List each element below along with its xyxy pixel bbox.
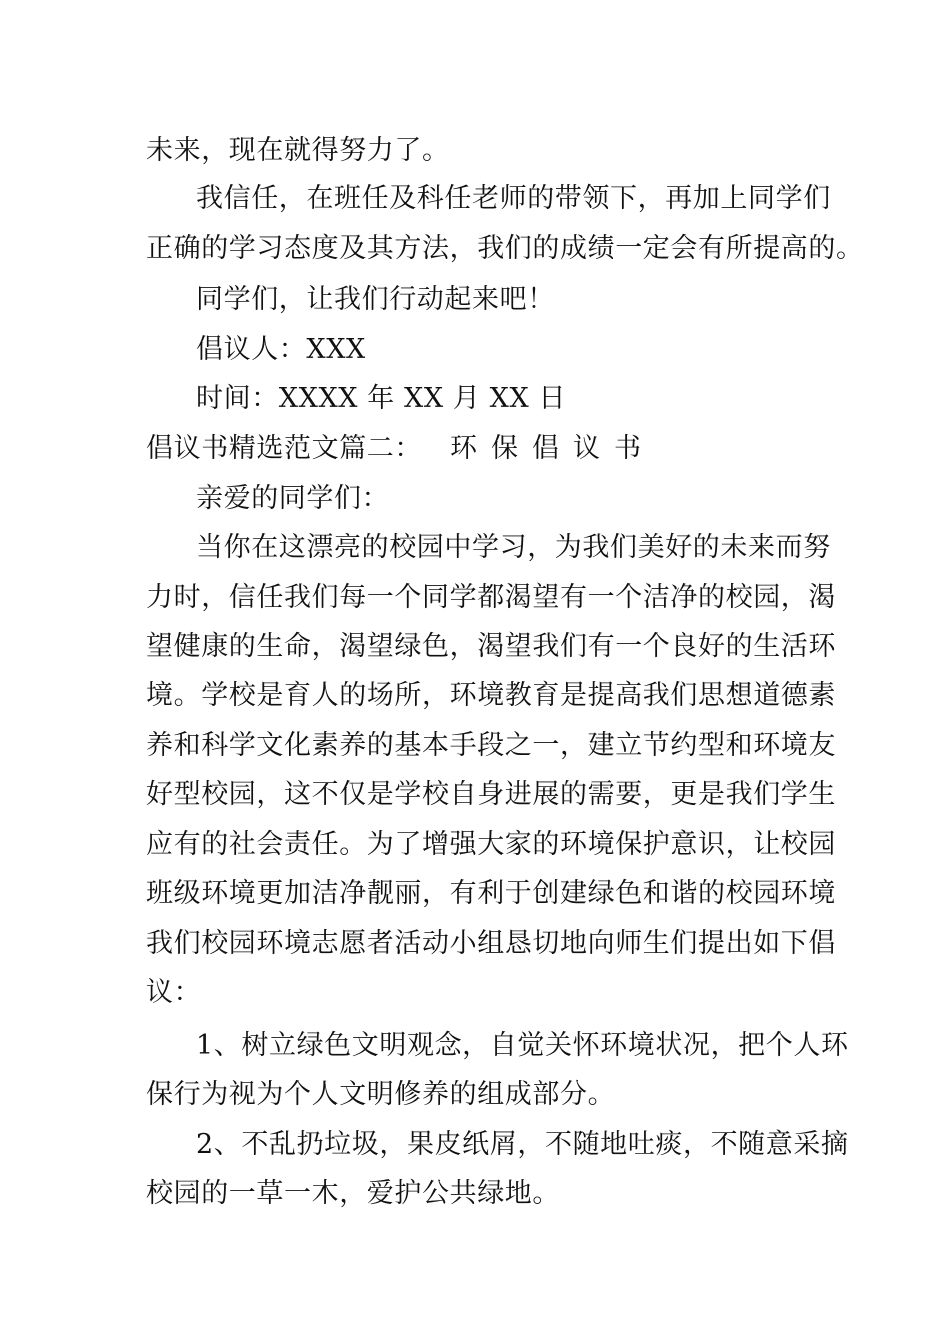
section-heading-title: 环保倡议书 bbox=[450, 433, 655, 464]
text-line: 校园的一草一木，爱护公共绿地。 bbox=[146, 1178, 560, 1209]
text-line: 议： bbox=[146, 977, 202, 1008]
date-line: 时间：XXXX 年 XX 月 XX 日 bbox=[196, 383, 567, 414]
text-line: 保行为视为个人文明修养的组成部分。 bbox=[146, 1079, 616, 1110]
section-heading-prefix: 倡议书精选范文篇二： bbox=[146, 433, 422, 464]
text-line: 当你在这漂亮的校园中学习，为我们美好的未来而努 bbox=[196, 532, 831, 563]
text-line: 同学们，让我们行动起来吧！ bbox=[196, 284, 555, 315]
text-line: 我们校园环境志愿者活动小组恳切地向师生们提出如下倡 bbox=[146, 928, 836, 959]
text-line: 力时，信任我们每一个同学都渴望有一个洁净的校园，渴 bbox=[146, 582, 836, 613]
proposer-line: 倡议人：XXX bbox=[196, 334, 366, 365]
text-line: 未来，现在就得努力了。 bbox=[146, 135, 450, 166]
text-line: 应有的社会责任。为了增强大家的环境保护意识，让校园 bbox=[146, 829, 836, 860]
text-line: 我信任，在班任及科任老师的带领下，再加上同学们 bbox=[196, 183, 831, 214]
salutation: 亲爱的同学们： bbox=[196, 483, 390, 514]
text-line: 班级环境更加洁净靓丽，有利于创建绿色和谐的校园环境 bbox=[146, 878, 836, 909]
text-line: 正确的学习态度及其方法，我们的成绩一定会有所提高的。 bbox=[146, 233, 864, 264]
list-item: 1、树立绿色文明观念，自觉关怀环境状况，把个人环 bbox=[196, 1030, 849, 1061]
text-line: 望健康的生命，渴望绿色，渴望我们有一个良好的生活环 bbox=[146, 631, 836, 662]
text-line: 养和科学文化素养的基本手段之一，建立节约型和环境友 bbox=[146, 730, 836, 761]
text-line: 境。学校是育人的场所，环境教育是提高我们思想道德素 bbox=[146, 680, 836, 711]
text-line: 好型校园，这不仅是学校自身进展的需要，更是我们学生 bbox=[146, 779, 836, 810]
list-item: 2、不乱扔垃圾，果皮纸屑，不随地吐痰，不随意采摘 bbox=[196, 1129, 849, 1160]
